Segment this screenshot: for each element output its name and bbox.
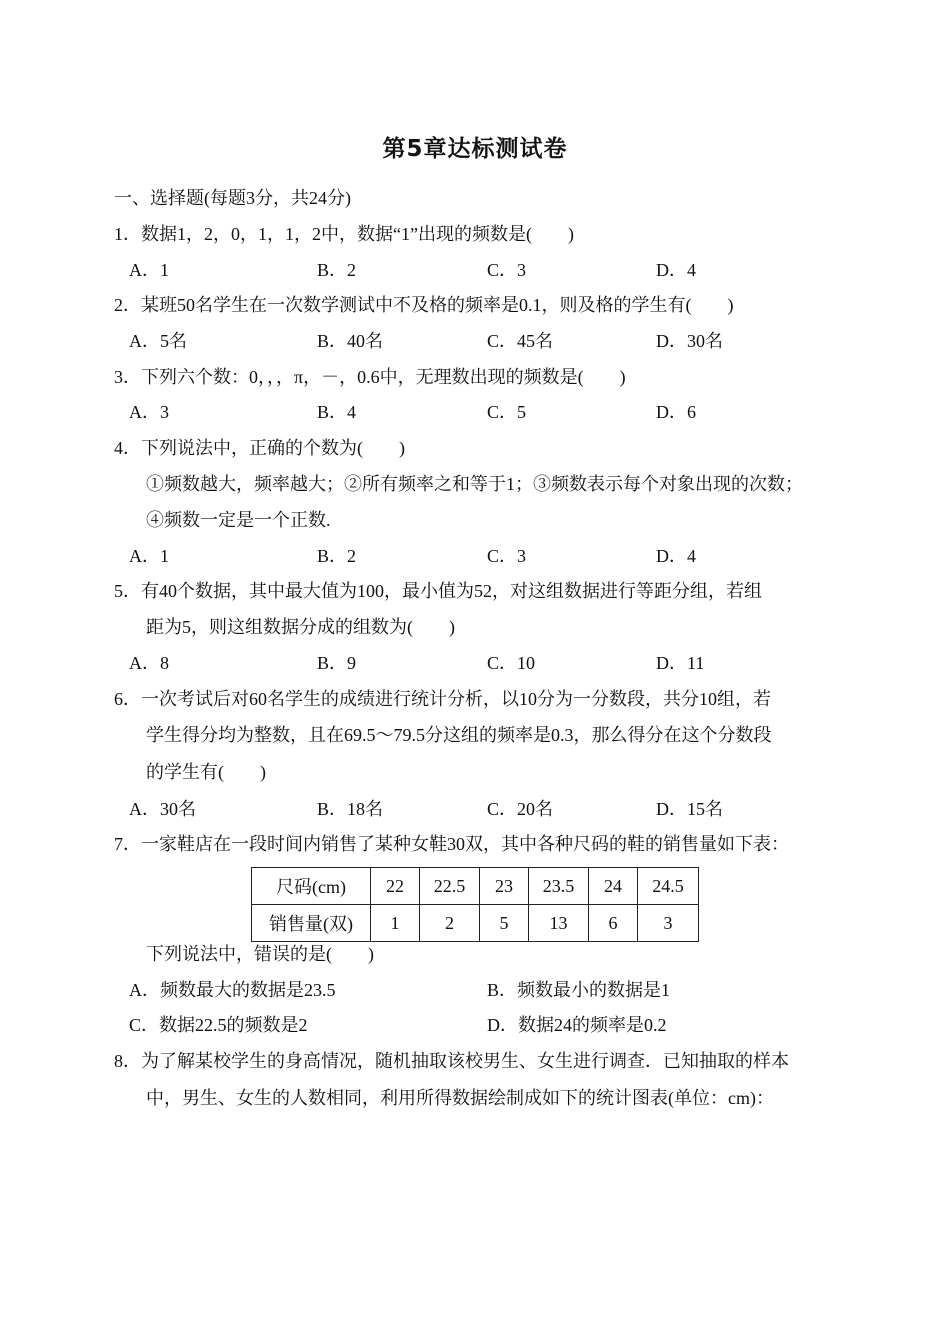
table-cell: 22	[371, 868, 420, 905]
section-heading: 一、选择题(每题3分，共24分)	[114, 188, 351, 208]
question-7-option-c: C．数据22.5的频数是2	[129, 1015, 308, 1035]
question-7-option-b: B．频数最小的数据是1	[487, 980, 671, 1000]
question-1-option-d: D．4	[656, 260, 696, 280]
page-title: 第5章达标测试卷	[382, 136, 568, 162]
question-6-option-c: C．20名	[487, 799, 554, 819]
table-cell: 尺码(cm)	[252, 868, 371, 905]
question-6-option-b: B．18名	[317, 799, 384, 819]
table-cell: 6	[589, 905, 638, 942]
question-2-option-d: D．30名	[656, 331, 723, 351]
question-1-option-b: B．2	[317, 260, 357, 280]
question-4-option-c: C．3	[487, 546, 527, 566]
table-cell: 24	[589, 868, 638, 905]
question-7-option-d: D．数据24的频率是0.2	[487, 1015, 667, 1035]
question-4-stem: 4．下列说法中，正确的个数为( )	[114, 438, 405, 458]
question-4-option-b: B．2	[317, 546, 357, 566]
table-cell: 22.5	[420, 868, 480, 905]
question-3-option-b: B．4	[317, 402, 357, 422]
table-cell: 2	[420, 905, 480, 942]
question-8-stem-line-2: 中，男生、女生的人数相同，利用所得数据绘制成如下的统计图表(单位：cm)：	[146, 1088, 774, 1108]
question-1-option-c: C．3	[487, 260, 527, 280]
question-4-option-a: A．1	[129, 546, 169, 566]
question-3-option-d: D．6	[656, 402, 696, 422]
question-2-option-b: B．40名	[317, 331, 384, 351]
question-7-stem: 7．一家鞋店在一段时间内销售了某种女鞋30双，其中各种尺码的鞋的销售量如下表：	[114, 834, 789, 854]
table-cell: 23	[480, 868, 529, 905]
question-6-stem-line-2: 学生得分均为整数，且在69.5～79.5分这组的频率是0.3，那么得分在这个分数段	[146, 725, 772, 745]
table-cell: 销售量(双)	[252, 905, 371, 942]
question-8-stem: 8．为了解某校学生的身高情况，随机抽取该校男生、女生进行调查．已知抽取的样本	[114, 1051, 789, 1071]
question-7-option-a: A．频数最大的数据是23.5	[129, 980, 336, 1000]
question-2-option-c: C．45名	[487, 331, 554, 351]
question-5-stem: 5．有40个数据，其中最大值为100，最小值为52，对这组数据进行等距分组，若组	[114, 581, 762, 601]
question-4-stem-line-3: ④频数一定是一个正数.	[146, 510, 331, 530]
question-7-prompt: 下列说法中，错误的是( )	[146, 944, 374, 964]
table-cell: 3	[638, 905, 699, 942]
question-4-stem-line-2: ①频数越大，频率越大；②所有频率之和等于1；③频数表示每个对象出现的次数；	[146, 474, 803, 494]
table-cell: 5	[480, 905, 529, 942]
table-row	[252, 905, 699, 942]
question-6-stem-line-3: 的学生有( )	[146, 762, 266, 782]
question-2-option-a: A．5名	[129, 331, 187, 351]
question-1-stem: 1．数据1，2，0，1，1，2中，数据“1”出现的频数是( )	[114, 224, 574, 244]
table-cell: 23.5	[529, 868, 589, 905]
question-3-option-a: A．3	[129, 402, 169, 422]
table-header-row	[252, 868, 699, 905]
question-3-stem: 3．下列六个数：0，，，π，－，0.6中，无理数出现的频数是( )	[114, 367, 626, 387]
question-5-option-b: B．9	[317, 653, 357, 673]
question-5-option-d: D．11	[656, 653, 705, 673]
table-cell: 24.5	[638, 868, 699, 905]
table-cell: 1	[371, 905, 420, 942]
table-cell: 13	[529, 905, 589, 942]
question-6-option-a: A．30名	[129, 799, 196, 819]
question-6-stem: 6．一次考试后对60名学生的成绩进行统计分析，以10分为一分数段，共分10组，若	[114, 689, 771, 709]
shoe-size-sales-table	[251, 867, 699, 942]
question-5-option-c: C．10	[487, 653, 536, 673]
question-5-stem-line-2: 距为5，则这组数据分成的组数为( )	[146, 617, 455, 637]
question-3-option-c: C．5	[487, 402, 527, 422]
question-6-option-d: D．15名	[656, 799, 723, 819]
question-2-stem: 2．某班50名学生在一次数学测试中不及格的频率是0.1，则及格的学生有( )	[114, 295, 734, 315]
question-5-option-a: A．8	[129, 653, 169, 673]
question-1-option-a: A．1	[129, 260, 169, 280]
question-4-option-d: D．4	[656, 546, 696, 566]
